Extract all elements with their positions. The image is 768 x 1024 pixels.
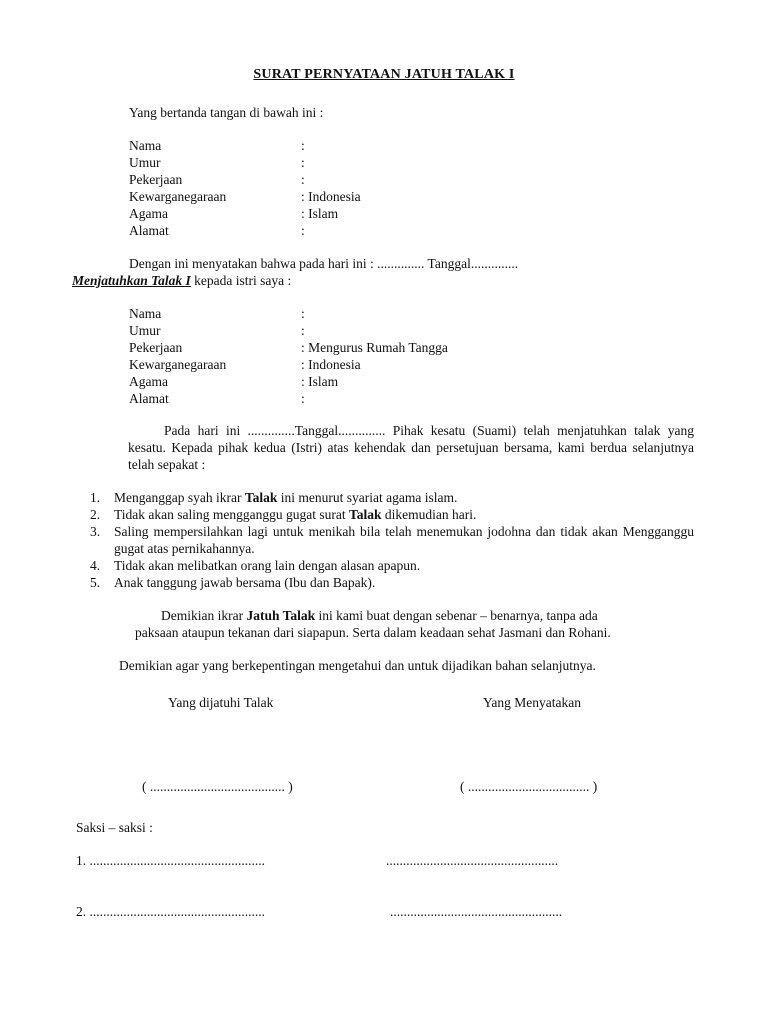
husband-age-label: Umur [129, 155, 161, 170]
talak-heading: Menjatuhkan Talak I [72, 273, 191, 288]
talak-heading-rest: kepada istri saya : [190, 273, 292, 288]
list-item-bold: Talak [348, 507, 382, 522]
list-item [90, 557, 694, 574]
closing-line-1 [161, 607, 598, 624]
signature-left-label: Yang dijatuhi Talak [168, 695, 274, 710]
list-item [90, 523, 694, 557]
husband-nationality-value: : Indonesia [301, 189, 361, 204]
witness-2-right: ................................................... [390, 904, 563, 919]
list-item [90, 574, 694, 591]
agreement-list [90, 489, 694, 591]
list-item-number: 4. [90, 558, 101, 573]
witness-heading: Saksi – saksi : [76, 820, 153, 835]
wife-address-label: Alamat [129, 391, 169, 406]
wife-religion-value: : Islam [301, 374, 339, 389]
list-item-text: Menganggap syah ikrar [114, 490, 245, 505]
husband-address-value: : [301, 223, 305, 238]
list-item-text: Anak tanggung jawab bersama (Ibu dan Bapak). [114, 575, 376, 590]
closing-line-1-start: Demikian ikrar [161, 608, 247, 623]
wife-age-label: Umur [129, 323, 161, 338]
list-item-text-end: dikemudian hari. [381, 507, 477, 522]
closing-purpose: Demikian agar yang berkepentingan mengetahui dan untuk dijadikan bahan selanjutnya. [119, 658, 596, 673]
wife-nationality-label: Kewarganegaraan [129, 357, 227, 372]
closing-line-1-end: ini kami buat dengan sebenar – benarnya, tanpa ada [315, 608, 598, 623]
husband-job-value: : [301, 172, 305, 187]
list-item-text-end: ini menurut syariat agama islam. [277, 490, 458, 505]
wife-name-value: : [301, 306, 305, 321]
closing-line-1-bold: Jatuh Talak [246, 608, 316, 623]
wife-job-label: Pekerjaan [129, 340, 183, 355]
husband-nationality-label: Kewarganegaraan [129, 189, 227, 204]
wife-nationality-value: : Indonesia [301, 357, 361, 372]
list-item-bold: Talak [244, 490, 278, 505]
witness-2-left: 2. .................................................... [76, 904, 265, 919]
closing-line-2: paksaan ataupun tekanan dari siapapun. Serta dalam keadaan sehat Jasmani dan Rohani. [135, 625, 611, 640]
witness-1-left: 1. .................................................... [76, 853, 265, 868]
signature-right-label: Yang Menyatakan [483, 695, 581, 710]
wife-address-value: : [301, 391, 305, 406]
agreement-paragraph: Pada hari ini ..............Tanggal.............. Pihak kesatu (Suami) telah menjatuhkan talak yang kesatu. Kepada pihak kedua (Istri) atas kehendak dan persetujuan bersama, kami berdua selanjutnya telah sepakat : [128, 423, 694, 472]
husband-age-value: : [301, 155, 305, 170]
wife-name-label: Nama [129, 306, 162, 321]
statement-line: Dengan ini menyatakan bahwa pada hari ini : .............. Tanggal.............. [129, 256, 519, 271]
intro-text: Yang bertanda tangan di bawah ini : [129, 105, 324, 120]
list-item-text: Tidak akan melibatkan orang lain dengan alasan apapun. [114, 558, 421, 573]
list-item-text: Saling mempersilahkan lagi untuk menikah bila telah menemukan jodohna dan tidak akan Mengganggu gugat atas pernikahannya. [114, 524, 694, 556]
wife-religion-label: Agama [129, 374, 168, 389]
husband-job-label: Pekerjaan [129, 172, 183, 187]
husband-address-label: Alamat [129, 223, 169, 238]
wife-job-value: : Mengurus Rumah Tangga [301, 340, 448, 355]
witness-1-right: ................................................... [386, 853, 559, 868]
document-title: SURAT PERNYATAAN JATUH TALAK I [253, 67, 515, 82]
signature-left-blank: ( ........................................ ) [142, 779, 293, 794]
husband-religion-value: : Islam [301, 206, 339, 221]
list-item-number: 2. [90, 507, 101, 522]
list-item-text: Tidak akan saling mengganggu gugat surat [114, 507, 349, 522]
signature-right-blank: ( .................................... ) [460, 779, 598, 794]
list-item [90, 489, 694, 506]
list-item-number: 3. [90, 524, 101, 539]
talak-heading-line [72, 272, 291, 289]
husband-religion-label: Agama [129, 206, 168, 221]
list-item-number: 1. [90, 490, 101, 505]
list-item [90, 506, 694, 523]
husband-name-value: : [301, 138, 305, 153]
husband-name-label: Nama [129, 138, 162, 153]
wife-age-value: : [301, 323, 305, 338]
list-item-number: 5. [90, 575, 101, 590]
